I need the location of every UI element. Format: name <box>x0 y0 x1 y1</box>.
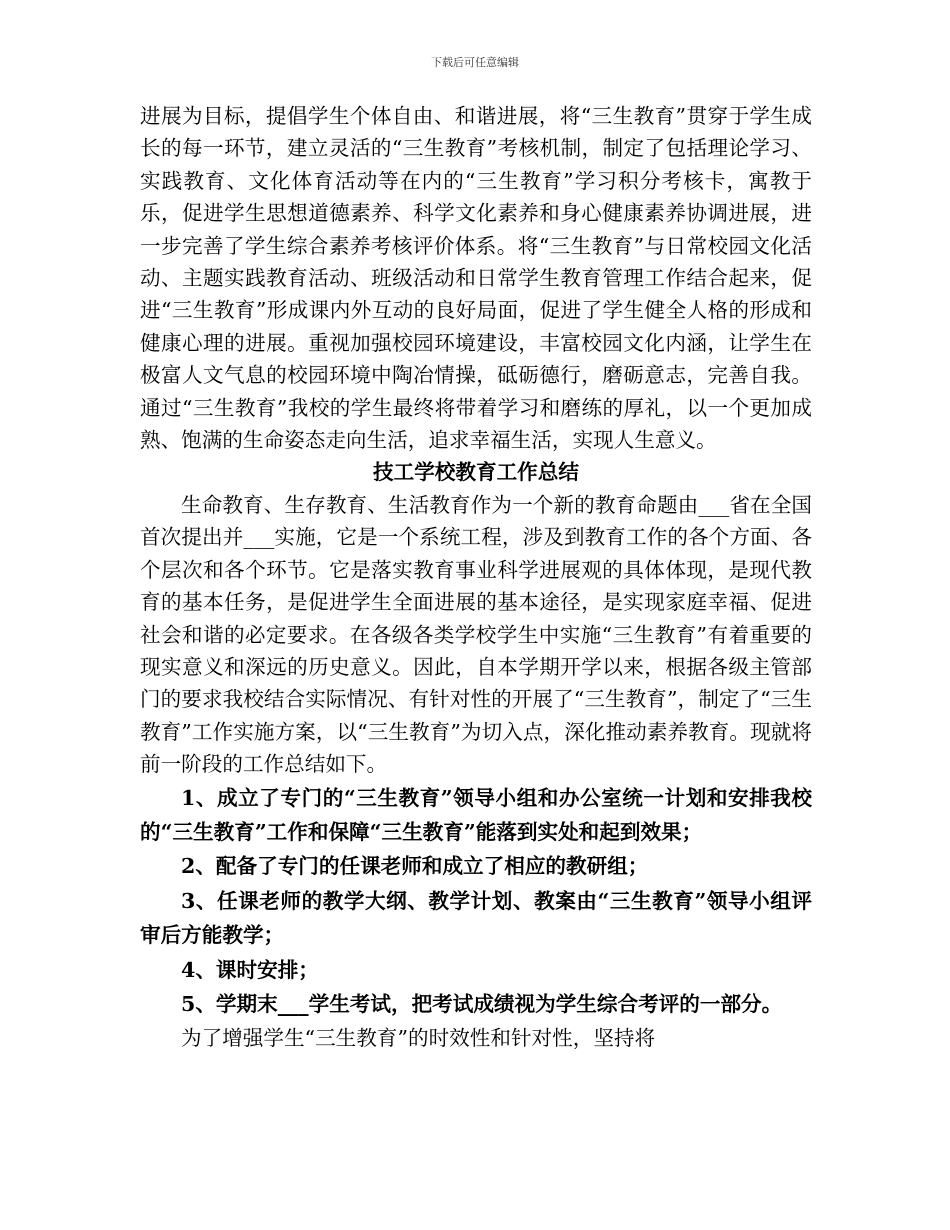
numbered-list <box>140 781 812 1022</box>
intro-paragraph: 进展为目标，提倡学生个体自由、和谐进展，将“三生教育”贯穿于学生成长的每一环节，建立灵活的“三生教育”考核机制，制定了包括理论学习、实践教育、文化体育活动等在内的“三生教育”学习积分考核卡，寓教于乐，促进学生思想道德素养、科学文化素养和身心健康素养协调进展，进一步完善了学生综合素养考核评价体系。将“三生教育”与日常校园文化活动、主题实践教育活动、班级活动和日常学生教育管理工作结合起来，促进“三生教育”形成课内外互动的良好局面，促进了学生健全人格的形成和健康心理的进展。重视加强校园环境建设，丰富校园文化内涵，让学生在极富人文气息的校园环境中陶冶情操，砥砺德行，磨砺意志，完善自我。通过“三生教育”我校的学生最终将带着学习和磨练的厚礼，以一个更加成熟、饱满的生命姿态走向生活，追求幸福生活，实现人生意义。 <box>140 104 812 453</box>
list-item: 3、任课老师的教学大纲、教学计划、教案由“三生教育”领导小组评审后方能教学； <box>140 888 812 948</box>
list-item: 5、学期末___学生考试，把考试成绩视为学生综合考评的一部分。 <box>181 991 783 1016</box>
document-body <box>140 100 812 1055</box>
closing-line: 为了增强学生“三生教育”的时效性和针对性，坚持将 <box>181 1026 656 1051</box>
document-title: 技工学校教育工作总结 <box>373 460 579 485</box>
main-paragraph: 生命教育、生存教育、生活教育作为一个新的教育命题由___省在全国首次提出并___实施，它是一个系统工程，涉及到教育工作的各个方面、各个层次和各个环节。它是落实教育事业科学进展观的具体体现，是现代教育的基本任务，是促进学生全面进展的基本途径，是实现家庭幸福、促进社会和谐的必定要求。在各级各类学校学生中实施“三生教育”有着重要的现实意义和深远的历史意义。因此，自本学期开学以来，根据各级主管部门的要求我校结合实际情况、有针对性的开展了“三生教育”，制定了“三生教育”工作实施方案，以“三生教育”为切入点，深化推动素养教育。现就将前一阶段的工作总结如下。 <box>140 492 812 777</box>
page-header: 下载后可任意编辑 <box>431 56 519 69</box>
list-item: 1、成立了专门的“三生教育”领导小组和办公室统一计划和安排我校的“三生教育”工作和保障“三生教育”能落到实处和起到效果； <box>140 785 812 844</box>
list-item: 2、配备了专门的任课老师和成立了相应的教研组； <box>181 854 649 879</box>
list-item: 4、课时安排； <box>181 957 319 982</box>
